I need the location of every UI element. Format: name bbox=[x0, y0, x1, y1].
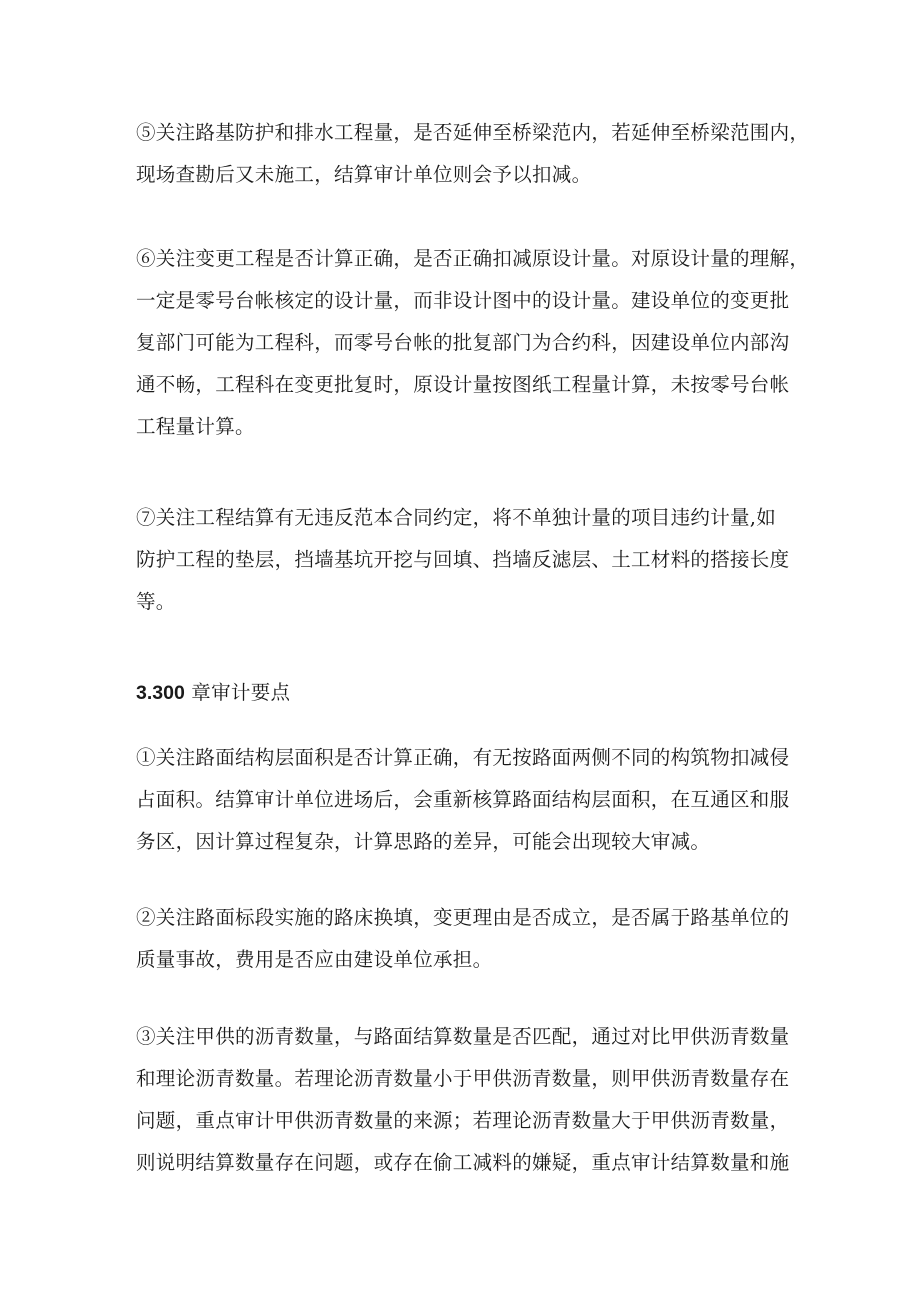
text-line: 务区，因计算过程复杂，计算思路的差异，可能会出现较大审减。 bbox=[136, 830, 711, 853]
paragraph-item-3 bbox=[136, 1016, 804, 1184]
text-line: ③关注甲供的沥青数量，与路面结算数量是否匹配，通过对比甲供沥青数量 bbox=[136, 1025, 790, 1048]
text-line: 工程量计算。 bbox=[136, 415, 255, 438]
text-line: ⑥关注变更工程是否计算正确，是否正确扣减原设计量。对原设计量的理解， bbox=[136, 247, 810, 270]
section-title: 章审计要点 bbox=[184, 681, 291, 704]
text-line: 问题，重点审计甲供沥青数量的来源；若理论沥青数量大于甲供沥青数量， bbox=[136, 1109, 790, 1132]
text-line: 和理论沥青数量。若理论沥青数量小于甲供沥青数量，则甲供沥青数量存在 bbox=[136, 1067, 790, 1090]
text-line: ②关注路面标段实施的路床换填，变更理由是否成立，是否属于路基单位的 bbox=[136, 906, 790, 929]
paragraph-item-1 bbox=[136, 737, 804, 863]
paragraph-item-2 bbox=[136, 897, 804, 981]
text-line: ⑦关注工程结算有无违反范本合同约定，将不单独计量的项目违约计量,如 bbox=[136, 506, 777, 529]
text-line: ⑤关注路基防护和排水工程量，是否延伸至桥梁范内，若延伸至桥梁范围内， bbox=[136, 121, 810, 144]
text-line: 通不畅，工程科在变更批复时，原设计量按图纸工程量计算，未按零号台帐 bbox=[136, 373, 790, 396]
paragraph-item-5 bbox=[136, 112, 810, 196]
text-line: 占面积。结算审计单位进场后，会重新核算路面结构层面积，在互通区和服 bbox=[136, 788, 790, 811]
section-heading bbox=[136, 672, 290, 715]
text-line: 防护工程的垫层，挡墙基坑开挖与回填、挡墙反滤层、土工材料的搭接长度 bbox=[136, 548, 790, 571]
text-line: ①关注路面结构层面积是否计算正确，有无按路面两侧不同的构筑物扣减侵 bbox=[136, 746, 790, 769]
text-line: 现场查勘后又未施工，结算审计单位则会予以扣减。 bbox=[136, 163, 592, 186]
section-number: 3.300 bbox=[136, 682, 185, 704]
text-line: 一定是零号台帐核定的设计量，而非设计图中的设计量。建设单位的变更批 bbox=[136, 289, 790, 312]
text-line: 等。 bbox=[136, 590, 176, 613]
text-line: 复部门可能为工程科，而零号台帐的批复部门为合约科，因建设单位内部沟 bbox=[136, 331, 790, 354]
text-line: 质量事故，费用是否应由建设单位承担。 bbox=[136, 948, 493, 971]
paragraph-item-7 bbox=[136, 497, 804, 623]
text-line: 则说明结算数量存在问题，或存在偷工减料的嫌疑，重点审计结算数量和施 bbox=[136, 1151, 790, 1174]
paragraph-item-6 bbox=[136, 238, 810, 448]
